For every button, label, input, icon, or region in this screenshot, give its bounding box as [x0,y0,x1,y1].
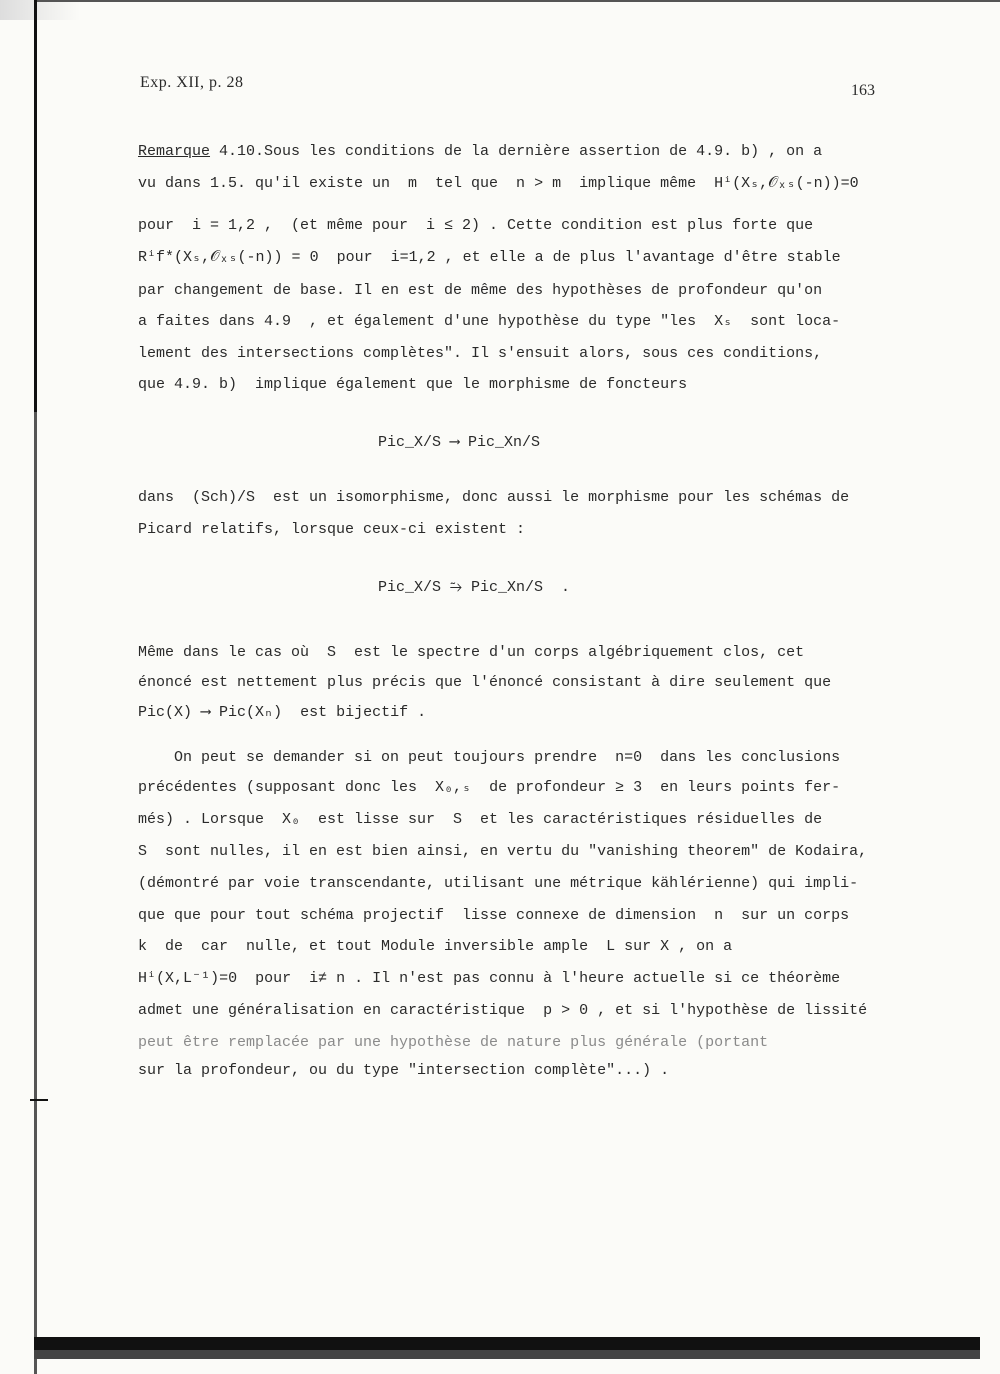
text-line: vu dans 1.5. qu'il existe un m tel que n > m implique même Hⁱ(Xₛ,𝒪ₓₛ(-n))=0 [138,175,859,192]
text-line: Pic(X) ⟶ Pic(Xₙ) est bijectif . [138,704,427,721]
scan-bottom-edge [34,1337,980,1359]
text-line: Même dans le cas où S est le spectre d'un corps algébriquement clos, cet [138,644,805,661]
scan-left-edge [34,0,37,1374]
display-formula: Pic_X/S ⟶ Pic_Xn/S [378,434,541,451]
running-header: Exp. XII, p. 28 [140,74,244,91]
text-line: més) . Lorsque X₀ est lisse sur S et les caractéristiques résiduelles de [138,811,823,828]
display-formula: Pic_X/S ⥲ Pic_Xn/S . [378,579,571,596]
text-line: pour i = 1,2 , (et même pour i ≤ 2) . Cette condition est plus forte que [138,217,814,234]
text-line: dans (Sch)/S est un isomorphisme, donc aussi le morphisme pour les schémas de [138,489,850,506]
text-line: Remarque 4.10.Sous les conditions de la dernière assertion de 4.9. b) , on a [138,143,823,160]
text-line: précédentes (supposant donc les X₀,ₛ de profondeur ≥ 3 en leurs points fer- [138,779,841,796]
text-line: sur la profondeur, ou du type "intersection complète"...) . [138,1062,670,1079]
text-line: S sont nulles, il en est bien ainsi, en vertu du "vanishing theorem" de Kodaira, [138,843,868,860]
text-line: a faites dans 4.9 , et également d'une hypothèse du type "les Xₛ sont loca- [138,313,841,330]
text-line: On peut se demander si on peut toujours prendre n=0 dans les conclusions [138,749,841,766]
margin-tick [30,1099,48,1101]
text-line: que que pour tout schéma projectif lisse connexe de dimension n sur un corps [138,907,850,924]
scan-top-edge [36,0,1000,2]
text-line: admet une généralisation en caractéristique p > 0 , et si l'hypothèse de lissité [138,1002,868,1019]
text-line: énoncé est nettement plus précis que l'énoncé consistant à dire seulement que [138,674,832,691]
text-line: (démontré par voie transcendante, utilisant une métrique kählérienne) qui impli- [138,875,859,892]
scan-corner [0,0,80,20]
text-line: que 4.9. b) implique également que le morphisme de foncteurs [138,376,688,393]
page-number: 163 [851,82,875,99]
text-line: lement des intersections complètes". Il s'ensuit alors, sous ces conditions, [138,345,823,362]
text-line: peut être remplacée par une hypothèse de nature plus générale (portant [138,1034,769,1051]
text-line: Rⁱf*(Xₛ,𝒪ₓₛ(-n)) = 0 pour i=1,2 , et elle a de plus l'avantage d'être stable [138,249,841,266]
remark-label: Remarque [138,143,211,160]
text-line: Hⁱ(X,L⁻¹)=0 pour i≠ n . Il n'est pas connu à l'heure actuelle si ce théorème [138,970,841,987]
text-line: k de car nulle, et tout Module inversible ample L sur X , on a [138,938,733,955]
text-line: Picard relatifs, lorsque ceux-ci existent : [138,521,526,538]
text-line: par changement de base. Il en est de même des hypothèses de profondeur qu'on [138,282,823,299]
